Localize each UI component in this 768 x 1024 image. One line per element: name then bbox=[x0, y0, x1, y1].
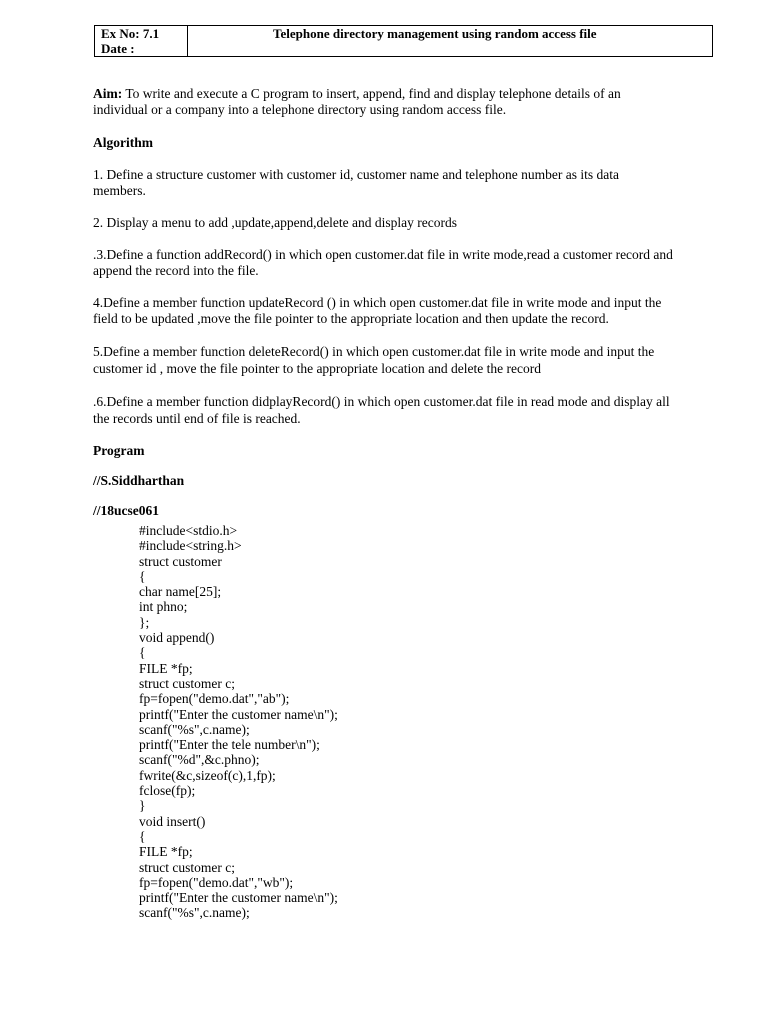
code-line: fp=fopen("demo.dat","ab"); bbox=[139, 691, 290, 707]
algorithm-step: .3.Define a function addRecord() in which open customer.dat file in write mode,read a customer record and append the record into the file. bbox=[93, 247, 673, 278]
code-line: printf("Enter the customer name\n"); bbox=[139, 706, 338, 722]
code-line: char name[25]; bbox=[139, 584, 222, 600]
document-body bbox=[93, 86, 673, 921]
code-block bbox=[139, 523, 673, 921]
exercise-header-table bbox=[94, 25, 713, 57]
code-line: void append() bbox=[139, 630, 215, 646]
code-line: } bbox=[139, 798, 146, 814]
code-line: void insert() bbox=[139, 813, 206, 829]
code-line: FILE *fp; bbox=[139, 660, 193, 676]
code-line: FILE *fp; bbox=[139, 844, 193, 860]
code-line: scanf("%s",c.name); bbox=[139, 905, 250, 921]
aim-label: Aim: bbox=[93, 86, 123, 101]
code-line: #include<string.h> bbox=[139, 538, 242, 554]
aim-text: To write and execute a C program to insert, append, find and display telephone details of an individual or a company into a telephone directory using random access file. bbox=[93, 86, 621, 117]
code-line: printf("Enter the tele number\n"); bbox=[139, 737, 320, 753]
code-line: printf("Enter the customer name\n"); bbox=[139, 890, 338, 906]
program-heading: Program bbox=[93, 443, 145, 458]
code-line: struct customer c; bbox=[139, 859, 235, 875]
exercise-info-cell bbox=[95, 26, 188, 56]
code-line: struct customer bbox=[139, 553, 222, 569]
exercise-number: Ex No: 7.1 bbox=[101, 26, 160, 41]
code-line: #include<stdio.h> bbox=[139, 523, 238, 538]
aim-paragraph bbox=[93, 86, 673, 118]
roll-comment: //18ucse061 bbox=[93, 503, 159, 518]
code-line: struct customer c; bbox=[139, 675, 235, 691]
code-line: scanf("%s",c.name); bbox=[139, 721, 250, 737]
algorithm-step: 2. Display a menu to add ,update,append,delete and display records bbox=[93, 215, 458, 230]
code-line: { bbox=[139, 568, 146, 584]
exercise-date: Date : bbox=[101, 40, 135, 56]
code-line: { bbox=[139, 645, 146, 661]
code-line: fclose(fp); bbox=[139, 783, 196, 799]
author-comment: //S.Siddharthan bbox=[93, 473, 185, 488]
algorithm-step: 4.Define a member function updateRecord () in which open customer.dat file in write mode and input the field to be updated ,move the file pointer to the appropriate location and then update the record. bbox=[93, 295, 662, 326]
code-line: fwrite(&c,sizeof(c),1,fp); bbox=[139, 767, 276, 783]
exercise-title: Telephone directory management using random access file bbox=[273, 26, 597, 41]
algorithm-heading: Algorithm bbox=[93, 135, 153, 150]
algorithm-step: 5.Define a member function deleteRecord() in which open customer.dat file in write mode and input the customer id , move the file pointer to the appropriate location and delete the record bbox=[93, 344, 655, 376]
code-line: fp=fopen("demo.dat","wb"); bbox=[139, 874, 294, 890]
code-line: scanf("%d",&c.phno); bbox=[139, 752, 260, 768]
code-line: { bbox=[139, 828, 146, 844]
code-line: }; bbox=[139, 614, 150, 630]
algorithm-step: .6.Define a member function didplayRecord() in which open customer.dat file in read mode and display all the records until end of file is reached. bbox=[93, 394, 670, 426]
code-line: int phno; bbox=[139, 599, 188, 615]
algorithm-step: 1. Define a structure customer with customer id, customer name and telephone number as its data members. bbox=[93, 167, 619, 198]
